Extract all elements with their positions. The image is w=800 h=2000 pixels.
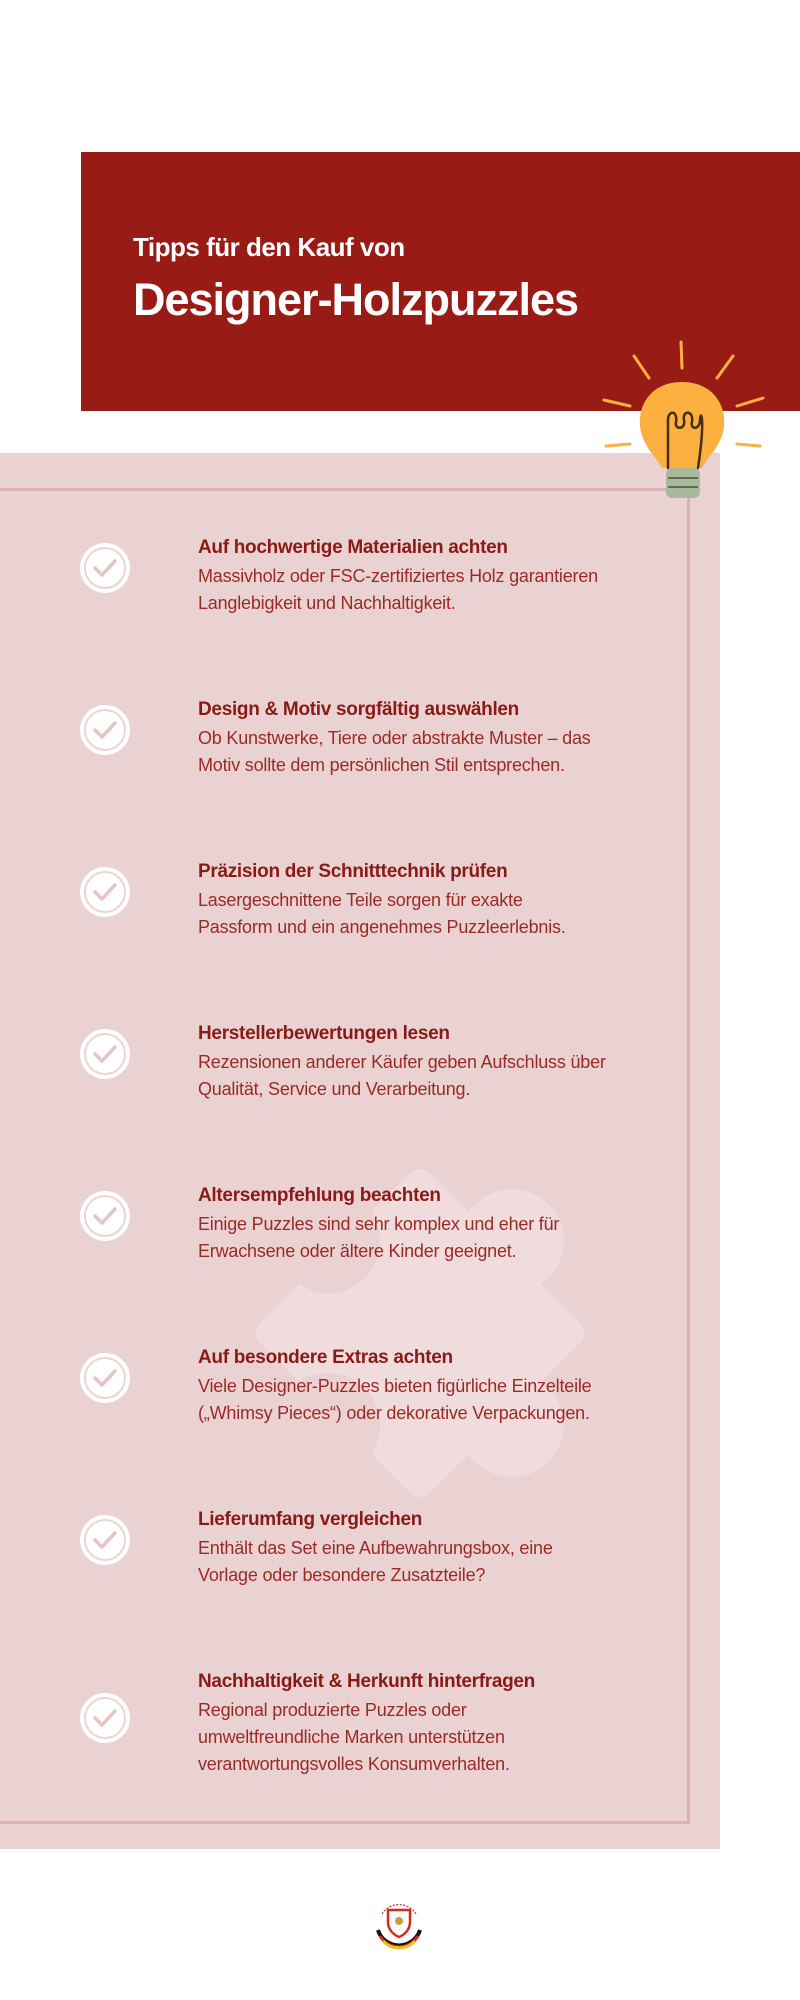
check-circle-icon: [80, 543, 130, 593]
page-title: Designer-Holzpuzzles: [133, 274, 579, 325]
tip-text: Einige Puzzles sind sehr komplex und eher für Erwachsene oder ältere Kinder geeignet.: [198, 1214, 560, 1261]
tip-title: Lieferumfang vergleichen: [198, 1509, 423, 1530]
tip-text: Viele Designer-Puzzles bieten figürliche Einzelteile („Whimsy Pieces“) oder dekorative Verpackungen.: [198, 1376, 592, 1423]
tip-title: Nachhaltigkeit & Herkunft hinterfragen: [198, 1671, 535, 1692]
tip-text: Ob Kunstwerke, Tiere oder abstrakte Muster – das Motiv sollte dem persönlichen Stil entsprechen.: [198, 728, 591, 775]
tip-title: Herstellerbewertungen lesen: [198, 1023, 450, 1044]
tip-title: Auf besondere Extras achten: [198, 1347, 453, 1368]
check-circle-icon: [80, 1191, 130, 1241]
tip-title: Präzision der Schnitttechnik prüfen: [198, 861, 508, 882]
check-circle-icon: [80, 1353, 130, 1403]
page-subtitle: Tipps für den Kauf von: [133, 232, 405, 262]
tips-panel: [0, 453, 720, 1849]
tip-text: Massivholz oder FSC-zertifiziertes Holz garantieren Langlebigkeit und Nachhaltigkeit.: [198, 566, 598, 613]
lightbulb-icon: [596, 334, 768, 514]
check-circle-icon: [80, 1693, 130, 1743]
tip-title: Design & Motiv sorgfältig auswählen: [198, 699, 519, 720]
shield-seal-logo: [366, 1892, 432, 1958]
tip-text: Lasergeschnittene Teile sorgen für exakte Passform und ein angenehmes Puzzleerlebnis.: [198, 890, 566, 937]
check-circle-icon: [80, 1029, 130, 1079]
tip-title: Altersempfehlung beachten: [198, 1185, 441, 1206]
tip-text: Rezensionen anderer Käufer geben Aufschluss über Qualität, Service und Verarbeitung.: [198, 1052, 606, 1099]
tip-title: Auf hochwertige Materialien achten: [198, 537, 508, 558]
tip-text: Regional produzierte Puzzles oder umweltfreundliche Marken unterstützen verantwortungsvolles Konsumverhalten.: [198, 1700, 510, 1774]
check-circle-icon: [80, 1515, 130, 1565]
tip-text: Enthält das Set eine Aufbewahrungsbox, eine Vorlage oder besondere Zusatzteile?: [198, 1538, 553, 1585]
check-circle-icon: [80, 705, 130, 755]
check-circle-icon: [80, 867, 130, 917]
